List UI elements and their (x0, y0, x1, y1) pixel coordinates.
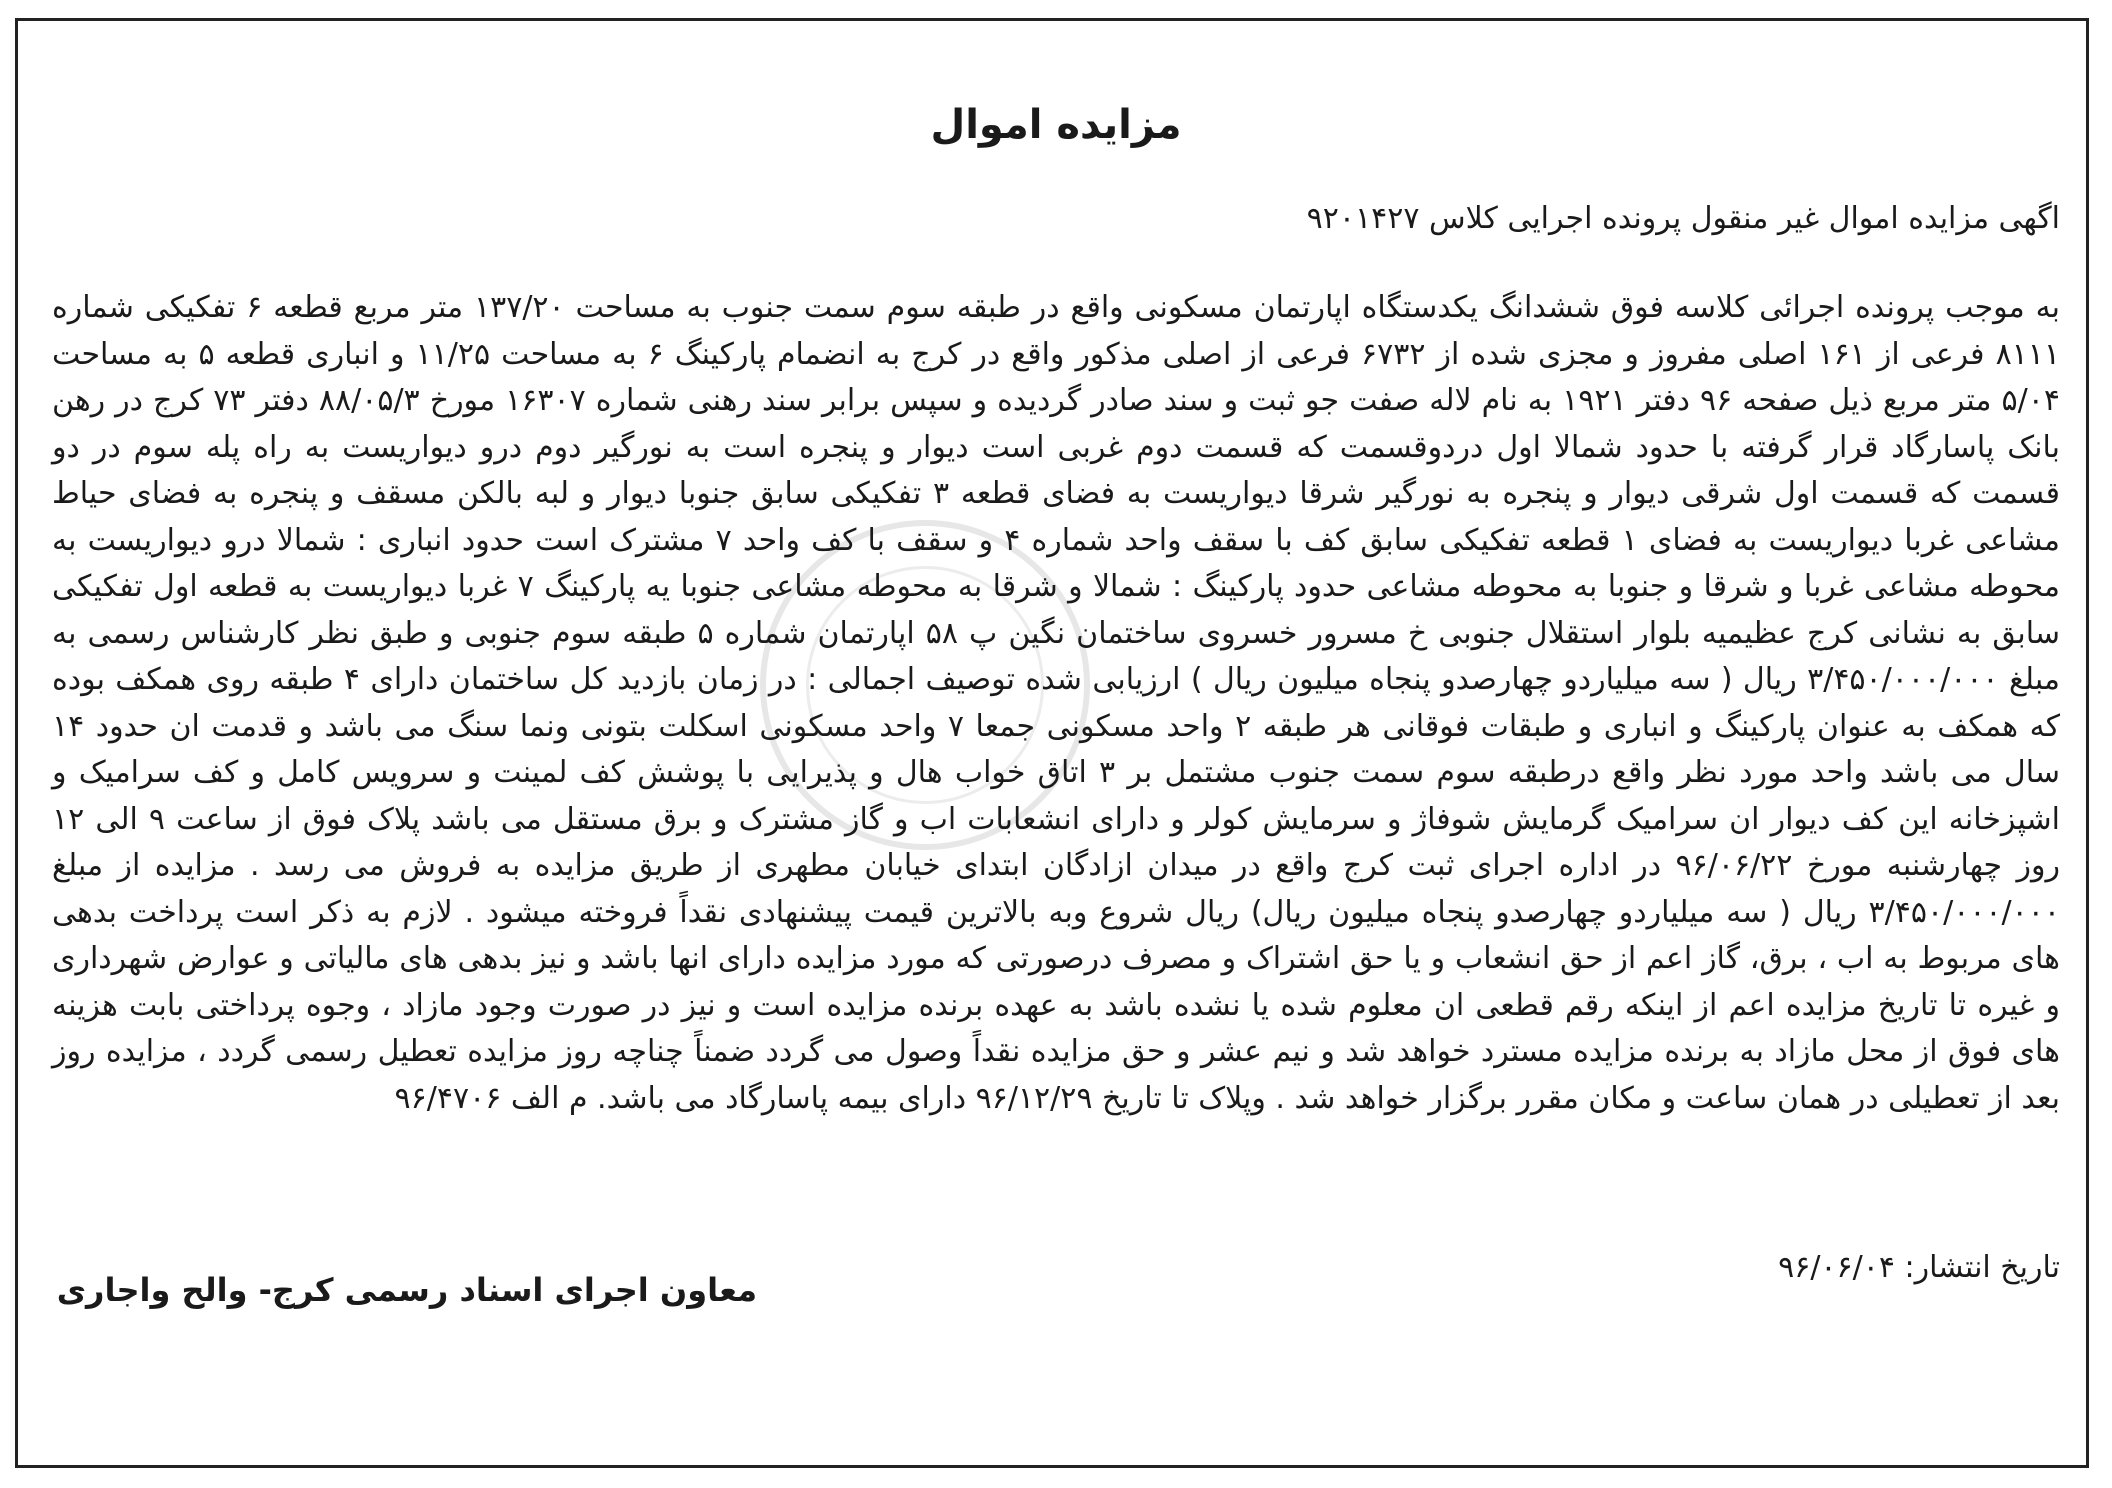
notice-subtitle: اگهی مزایده اموال غیر منقول پرونده اجرایی کلاس ۹۲۰۱۴۲۷ (1306, 201, 2060, 236)
notice-body: به موجب پرونده اجرائی کلاسه فوق ششدانگ یکدستگاه اپارتمان مسکونی واقع در طبقه سوم سمت جنوب به مساحت ۱۳۷/۲۰ متر مربع قطعه ۶ تفکیکی شماره ۸۱۱۱ فرعی از ۱۶۱ اصلی مفروز و مجزی شده از ۶۷۳۲ فرعی از اصلی مذکور واقع در کرج به انضمام پارکینگ ۶ به مساحت ۱۱/۲۵ و انباری قطعه ۵ به مساحت ۵/۰۴ متر مربع ذیل صفحه ۹۶ دفتر ۱۹۲۱ به نام لاله صفت جو ثبت و سند صادر گردیده و سپس برابر سند رهنی شماره ۱۶۳۰۷ مورخ ۸۸/۰۵/۳ دفتر ۷۳ کرج در رهن بانک پاسارگاد قرار گرفته با حدود شمالا اول دردوقسمت که قسمت دوم غربی است دیوار و پنجره است به نورگیر دوم درو دیواریست به راه پله سوم در دو قسمت که قسمت اول شرقی دیوار و پنجره به نورگیر شرقا دیواریست به فضای قطعه ۳ تفکیکی سابق جنوبا دیوار و لبه بالکن مسقف و پنجره به فضای حیاط مشاعی غربا دیواریست به فضای ۱ قطعه تفکیکی سابق کف با سقف واحد شماره ۴ و سقف با کف واحد ۷ مشترک است حدود انباری : شمالا درو دیواریست به محوطه مشاعی غربا و شرقا و جنوبا به محوطه مشاعی حدود پارکینگ : شمالا و شرقا به محوطه مشاعی جنوبا یه پارکینگ ۷ غربا دیواریست به قطعه اول تفکیکی سابق به نشانی کرج عظیمیه بلوار استقلال جنوبی خ مسرور خسروی ساختمان نگین پ ۵۸ اپارتمان شماره ۵ طبقه سوم جنوبی و طبق نظر کارشناس رسمی به مبلغ ۳/۴۵۰/۰۰۰/۰۰۰ ریال ( سه میلیاردو چهارصدو پنجاه میلیون ریال ) ارزیابی شده توصیف اجمالی : در زمان بازدید کل ساختمان دارای ۴ طبقه روی همکف بوده که همکف به عنوان پارکینگ و انباری و طبقات فوقانی هر طبقه ۲ واحد مسکونی جمعا ۷ واحد مسکونی اسکلت بتونی ونما سنگ می باشد و قدمت ان حدود ۱۴ سال می باشد واحد مورد نظر واقع درطبقه سوم سمت جنوب مشتمل بر ۳ اتاق خواب هال و پذیرایی با پوشش کف لمینت و سرویس کامل و کف سرامیک و اشپزخانه این کف دیوار ان سرامیک گرمایش شوفاژ و سرمایش کولر و دارای انشعابات اب و گاز مشترک و برق مستقل می باشد پلاک فوق از ساعت ۹ الی ۱۲ روز چهارشنبه مورخ ۹۶/۰۶/۲۲ در اداره اجرای ثبت کرج واقع در میدان ازادگان ابتدای خیابان مطهری از طریق مزایده به فروش می رسد . مزایده از مبلغ ۳/۴۵۰/۰۰۰/۰۰۰ ریال ( سه میلیاردو چهارصدو پنجاه میلیون ریال) ریال شروع وبه بالاترین قیمت پیشنهادی نقداً فروخته میشود . لازم به ذکر است پرداخت بدهی های مربوط به اب ، برق، گاز اعم از حق انشعاب و یا حق اشتراک و مصرف درصورتی که مورد مزایده دارای انها باشد و نیز بدهی های مالیاتی و عوارض شهرداری و غیره تا تاریخ مزایده اعم از اینکه رقم قطعی ان معلوم شده یا نشده باشد به عهده برنده مزایده است و نیز در صورت وجود مازاد ، وجوه پرداختی بابت هزینه های فوق از محل مازاد به برنده مزایده مسترد خواهد شد و نیم عشر و حق مزایده نقداً وصول می گردد ضمناً چناچه روز مزایده تعطیل رسمی گردد ، مزایده روز بعد از تعطیلی در همان ساعت و مکان مقرر برگزار خواهد شد . وپلاک تا تاریخ ۹۶/۱۲/۲۹ دارای بیمه پاسارگاد می باشد. م الف ۹۶/۴۷۰۶ (52, 290, 2061, 1116)
publication-date-line (1778, 1245, 2060, 1291)
notice-title: مزایده اموال (930, 102, 1182, 148)
auction-notice (52, 95, 2061, 1285)
publication-date: ۹۶/۰۶/۰۴ (1778, 1250, 1895, 1285)
signature: معاون اجرای اسناد رسمی کرج- والح واجاری (56, 1271, 757, 1309)
publication-date-label: تاریخ انتشار: (1895, 1250, 2060, 1285)
